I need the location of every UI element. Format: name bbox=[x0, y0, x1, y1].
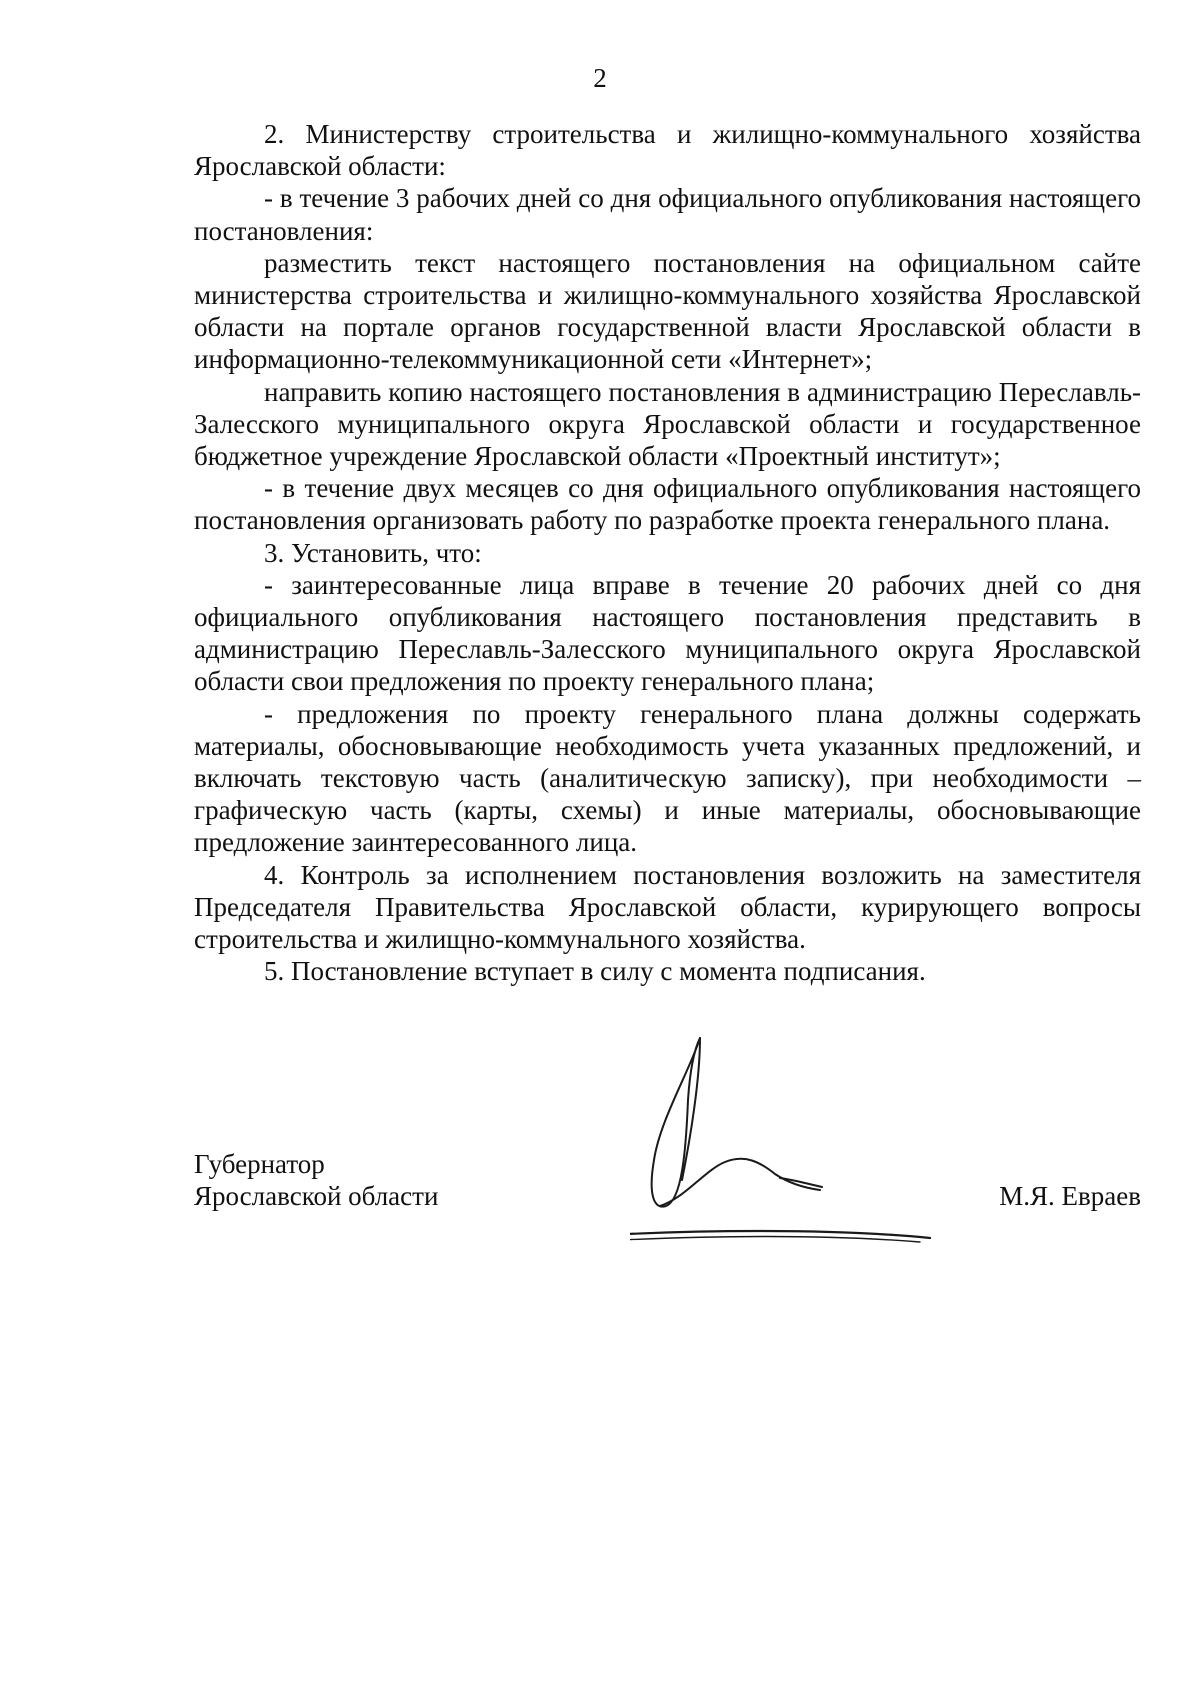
paragraph-send-copy: направить копию настоящего постановления в администрацию Переславль-Залесского муниципального округа Ярославской области и государственное бюджетное учреждение Ярославской области «Проектный институт»; bbox=[194, 376, 1141, 472]
paragraph-3-establish: 3. Установить, что: bbox=[264, 537, 482, 568]
signatory-position bbox=[194, 1148, 438, 1212]
signatory-position-line1: Губернатор bbox=[194, 1149, 325, 1179]
handwritten-signature bbox=[630, 1030, 1020, 1270]
paragraph-within-two-months: - в течение двух месяцев со дня официального опубликования настоящего постановления организовать работу по разработке проекта генерального плана. bbox=[194, 473, 1141, 536]
signatory-name: М.Я. Евраев bbox=[999, 1181, 1141, 1211]
paragraph-publish-on-site: разместить текст настоящего постановления на официальном сайте министерства строительства и жилищно-коммунального хозяйства Ярославской области на портале органов государственной власти Ярославской области в информационно-телекоммуникационной сети «Интернет»; bbox=[194, 247, 1141, 375]
paragraph-proposals-content: - предложения по проекту генерального плана должны содержать материалы, обосновывающие необходимость учета указанных предложений, и включать текстовую часть (аналитическую записку), при необходимости – графическую часть (карты, схемы) и иные материалы, обосновывающие предложение заинтересованного лица. bbox=[194, 698, 1141, 858]
paragraph-4-control: 4. Контроль за исполнением постановления возложить на заместителя Председателя Правительства Ярославской области, курирующего вопросы строительства и жилищно-коммунального хозяйства. bbox=[194, 859, 1141, 955]
document-body bbox=[194, 118, 1141, 987]
page-number: 2 bbox=[593, 63, 607, 93]
paragraph-2-ministry: 2. Министерству строительства и жилищно-коммунального хозяйства Ярославской области: bbox=[194, 119, 1141, 182]
signatory-position-line2: Ярославской области bbox=[194, 1181, 439, 1211]
paragraph-within-3-days: - в течение 3 рабочих дней со дня официального опубликования настоящего постановления: bbox=[194, 183, 1141, 246]
paragraph-interested-persons: - заинтересованные лица вправе в течение 20 рабочих дней со дня официального опубликования настоящего постановления представить в администрацию Переславль-Залесского муниципального округа Ярославской области свои предложения по проекту генерального плана; bbox=[194, 569, 1141, 697]
paragraph-5-effective: 5. Постановление вступает в силу с момента подписания. bbox=[264, 956, 926, 987]
